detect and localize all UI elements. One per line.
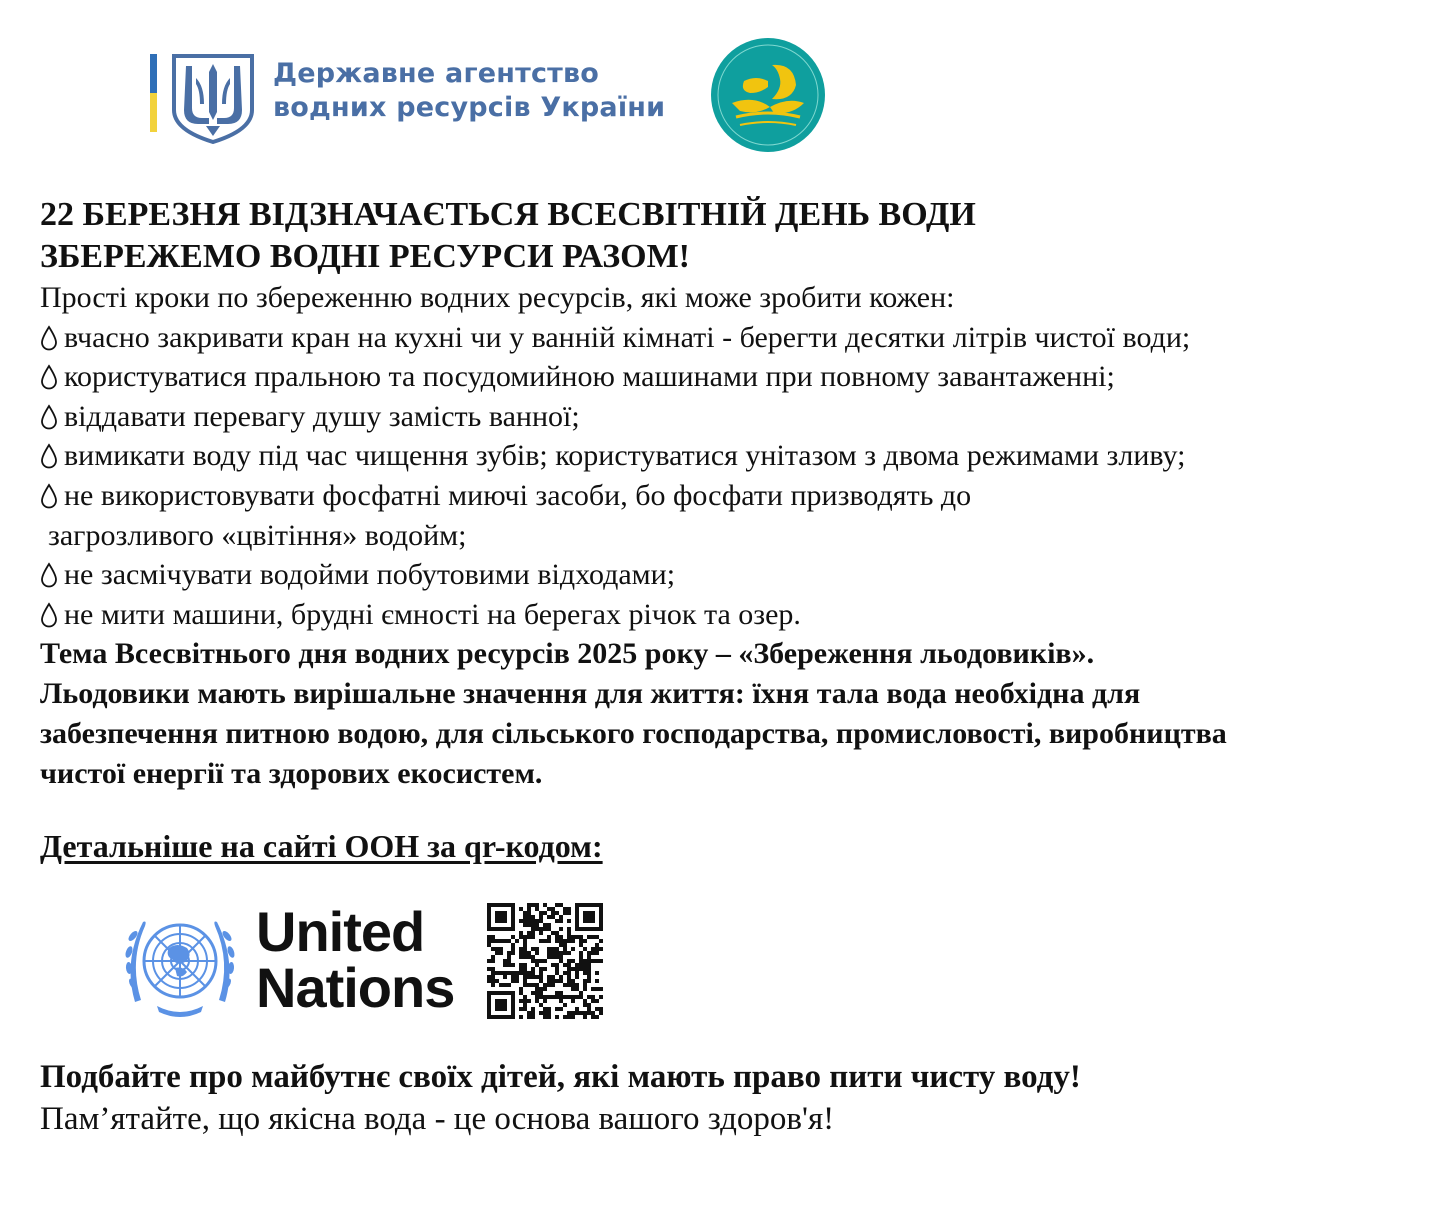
tip-text: не використовувати фосфатні миючі засоби, бо фосфати призводять до	[64, 478, 972, 512]
water-drop-icon	[40, 404, 58, 430]
tryzub-emblem-icon	[170, 52, 256, 144]
theme-line3: забезпечення питною водою, для сільського господарства, промисловості, виробництва	[40, 717, 1227, 751]
water-drop-icon	[40, 364, 58, 390]
water-drop-icon	[40, 483, 58, 509]
headline-line1: 22 БЕРЕЗНЯ ВІДЗНАЧАЄТЬСЯ ВСЕСВІТНІЙ ДЕНЬ ВОДИ	[40, 196, 976, 233]
water-drop-icon	[40, 602, 58, 628]
tip-text: вимикати воду під час чищення зубів; користуватися унітазом з двома режимами зливу;	[64, 439, 1186, 473]
tip-item	[40, 436, 1430, 476]
un-wordmark-line2: Nations	[256, 956, 455, 1019]
ukraine-flag-bar	[150, 54, 157, 132]
tip-text: вчасно закривати кран на кухні чи у ванній кімнаті - берегти десятки літрів чистої води;	[64, 320, 1191, 354]
theme-line2: Льодовики мають вирішальне значення для життя: їхня тала вода необхідна для	[40, 677, 1141, 711]
tip-item	[40, 555, 1430, 595]
agency-name	[273, 57, 665, 125]
water-drop-icon	[40, 443, 58, 469]
un-wordmark	[256, 900, 455, 1019]
water-drop-icon	[40, 325, 58, 351]
header	[0, 0, 1439, 170]
agency-seal-icon	[710, 37, 826, 153]
un-emblem-icon	[117, 906, 243, 1020]
tip-text: користуватися пральною та посудомийною машинами при повному завантаженні;	[64, 360, 1115, 394]
tip-text: не засмічувати водойми побутовими відходами;	[64, 558, 676, 592]
agency-name-line1: Державне агентство	[273, 58, 600, 89]
qr-code-icon[interactable]	[487, 903, 603, 1019]
more-info-heading: Детальніше на сайті ООН за qr-кодом:	[40, 828, 603, 864]
closing-reminder: Пам’ятайте, що якісна вода - це основа вашого здоров'я!	[40, 1101, 835, 1137]
tip-continuation: загрозливого «цвітіння» водойм;	[48, 518, 467, 552]
tip-item	[40, 476, 1430, 516]
water-drop-icon	[40, 562, 58, 588]
theme-line1: Тема Всесвітнього дня водних ресурсів 2025 року – «Збереження льодовиків».	[40, 637, 1095, 671]
closing-appeal: Подбайте про майбутнє своїх дітей, які мають право пити чисту воду!	[40, 1059, 1081, 1095]
theme-line4: чистої енергії та здорових екосистем.	[40, 757, 543, 791]
headline-line2: ЗБЕРЕЖЕМО ВОДНІ РЕСУРСИ РАЗОМ!	[40, 238, 691, 275]
main-content	[40, 194, 1430, 794]
agency-name-line2: водних ресурсів України	[273, 92, 666, 123]
tip-item	[40, 357, 1430, 397]
tip-item	[40, 318, 1430, 358]
tip-item	[40, 595, 1430, 635]
tip-text: не мити машини, брудні ємності на берегах річок та озер.	[64, 597, 801, 631]
tip-item	[40, 397, 1430, 437]
tip-text: віддавати перевагу душу замість ванної;	[64, 399, 580, 433]
intro-text: Прості кроки по збереженню водних ресурсів, які може зробити кожен:	[40, 281, 955, 314]
un-wordmark-line1: United	[256, 900, 425, 963]
